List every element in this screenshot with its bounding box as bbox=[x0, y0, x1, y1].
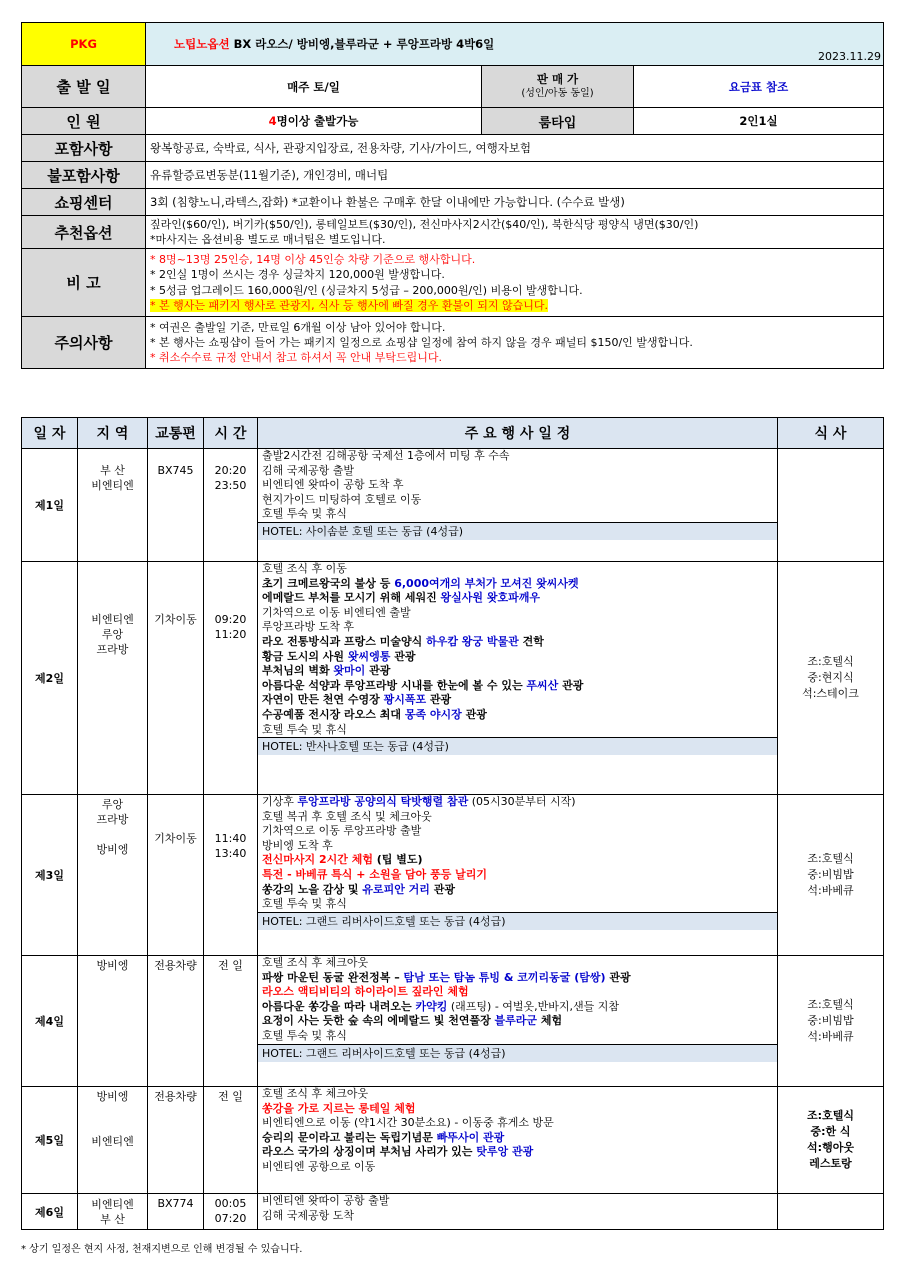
people-min-count: 4 bbox=[268, 114, 277, 128]
schedule-text: 승리의 문이라고 불리는 독립기념문 bbox=[262, 1130, 437, 1144]
schedule-text: 관광 bbox=[605, 970, 631, 984]
transport: 전용차량 bbox=[148, 956, 204, 1087]
price-label-text: 판 매 가 bbox=[536, 72, 579, 87]
package-info-table bbox=[21, 22, 884, 369]
schedule bbox=[258, 562, 778, 795]
schedule-line bbox=[258, 971, 777, 986]
schedule-text: 하우캄 왕궁 박물관 bbox=[426, 634, 519, 648]
schedule-text: 루앙프라방 공양의식 탁밧행렬 참관 bbox=[297, 795, 469, 808]
footnote: * 상기 일정은 현지 사정, 천재지변으로 인해 변경될 수 있습니다. bbox=[21, 1244, 303, 1255]
schedule-line bbox=[258, 679, 777, 694]
schedule-text: 에메랄드 부처를 모시기 위해 세워진 bbox=[262, 591, 441, 605]
schedule-text: 유로피안 거리 bbox=[362, 882, 430, 896]
col-day: 일 자 bbox=[22, 418, 78, 449]
schedule-line: 호텔 조식 후 체크아웃 bbox=[262, 956, 369, 969]
schedule-line: 비엔티엔으로 이동 (약1시간 30분소요) - 이동중 휴게소 방문 bbox=[262, 1116, 554, 1130]
schedule-text: 자연이 만든 천연 수영장 bbox=[262, 693, 384, 707]
include-value: 왕복항공료, 숙박료, 식사, 관광지입장료, 전용차량, 기사/가이드, 여행자보험 bbox=[146, 135, 884, 162]
schedule-line: 방비엥 도착 후 bbox=[262, 838, 333, 852]
option-line: 짚라인($60/인), 버기카($50/인), 롱테일보트($30/인), 전신마사지2시간($40/인), 북한식당 평양식 냉면($30/인) bbox=[150, 217, 699, 231]
schedule-line: 루앙프라방 도착 후 bbox=[262, 620, 355, 634]
itinerary-row-day4 bbox=[22, 956, 884, 1087]
schedule-line bbox=[258, 577, 777, 592]
option-note: *마사지는 옵션비용 별도로 매너팁은 별도입니다. bbox=[150, 233, 386, 246]
day-label: 제2일 bbox=[22, 562, 78, 795]
schedule-text: 라오스 국가의 상징이며 부처님 사리가 있는 bbox=[262, 1145, 477, 1159]
package-title bbox=[146, 23, 884, 66]
itinerary-header-row bbox=[22, 418, 884, 449]
schedule-text: 꽝시폭포 bbox=[383, 693, 427, 707]
schedule bbox=[258, 449, 778, 562]
document-date: 2023.11.29 bbox=[818, 50, 881, 63]
time: 00:05 07:20 bbox=[204, 1194, 258, 1230]
schedule-line bbox=[258, 635, 777, 650]
room-type-label: 룸타입 bbox=[482, 108, 634, 135]
day-label: 제4일 bbox=[22, 956, 78, 1087]
hotel-info: HOTEL: 사이솜분 호텔 또는 동급 (4성급) bbox=[258, 522, 777, 540]
schedule-line bbox=[258, 1000, 777, 1015]
region: 비엔티엔 루앙 프라방 bbox=[78, 562, 148, 795]
schedule-text: 관광 bbox=[390, 649, 416, 663]
transport: BX774 bbox=[148, 1194, 204, 1230]
people-value bbox=[146, 108, 482, 135]
people-text: 명이상 출발가능 bbox=[276, 114, 359, 128]
col-transport: 교통편 bbox=[148, 418, 204, 449]
schedule-line: 특전 - 바베큐 특식 + 소원을 담아 풍등 날리기 bbox=[262, 867, 488, 881]
remark-label: 비 고 bbox=[22, 249, 146, 317]
schedule-text: (래프팅) - 여벌옷,반바지,샌들 지참 bbox=[447, 999, 620, 1013]
remark-line: * 2인실 1명이 쓰시는 경우 싱글차지 120,000원 발생합니다. bbox=[150, 268, 445, 282]
schedule-line: 호텔 투숙 및 휴식 bbox=[262, 507, 347, 521]
schedule-text: 아름다운 석양과 루앙프라방 시내를 한눈에 볼 수 있는 bbox=[262, 678, 527, 692]
schedule-line: 출발2시간전 김해공항 국제선 1층에서 미팅 후 수속 bbox=[262, 449, 510, 462]
schedule bbox=[258, 1087, 778, 1194]
transport: 기차이동 bbox=[148, 795, 204, 956]
schedule-text: 체험 bbox=[537, 1014, 563, 1028]
schedule-line: 비엔티엔 왓따이 공항 도착 후 bbox=[262, 478, 404, 492]
schedule-text: 황금 도시의 사원 bbox=[262, 649, 348, 663]
col-schedule: 주 요 행 사 일 정 bbox=[258, 418, 778, 449]
schedule-text: 6,000여개의 부처가 모셔진 왓씨사켓 bbox=[394, 576, 579, 590]
col-time: 시 간 bbox=[204, 418, 258, 449]
people-label: 인 원 bbox=[22, 108, 146, 135]
schedule bbox=[258, 1194, 778, 1230]
schedule-text: 관광 bbox=[365, 664, 391, 678]
price-value: 요금표 참조 bbox=[634, 66, 884, 108]
schedule-text: 부처님의 벽화 bbox=[262, 664, 334, 678]
shopping-value: 3회 (침향노니,라텍스,잡화) *교환이나 환불은 구매후 한달 이내에만 가능합니다. (수수료 발생) bbox=[146, 189, 884, 216]
itinerary-row-day2 bbox=[22, 562, 884, 795]
schedule-line bbox=[258, 693, 777, 708]
exclude-label: 불포함사항 bbox=[22, 162, 146, 189]
time: 20:20 23:50 bbox=[204, 449, 258, 562]
schedule-text: 관광 bbox=[461, 707, 487, 721]
meal-info bbox=[778, 1194, 884, 1230]
schedule-text: 파쌍 마운틴 동굴 완전정복 – bbox=[262, 970, 404, 984]
schedule-line: 호텔 투숙 및 휴식 bbox=[262, 897, 347, 911]
schedule-line bbox=[258, 650, 777, 665]
col-region: 지 역 bbox=[78, 418, 148, 449]
schedule-line bbox=[258, 853, 777, 868]
meal-info: 조:호텔식 중:현지식 석:스테이크 bbox=[778, 562, 884, 795]
schedule-text: 빠뚜사이 관광 bbox=[436, 1130, 505, 1144]
itinerary-row-day3 bbox=[22, 795, 884, 956]
meal-info: 조:호텔식 중:비빔밥 석:바베큐 bbox=[778, 795, 884, 956]
schedule-line: 라오스 액티비티의 하이라이트 짚라인 체험 bbox=[262, 985, 469, 999]
schedule-text: 수공예품 전시장 라오스 최대 bbox=[262, 707, 405, 721]
schedule-text: 기상후 bbox=[262, 795, 298, 808]
time: 전 일 bbox=[204, 1087, 258, 1194]
title-highlight: 노팁노옵션 bbox=[174, 37, 230, 51]
schedule-line bbox=[258, 591, 777, 606]
departure-label: 출 발 일 bbox=[22, 66, 146, 108]
region: 방비엥 비엔티엔 bbox=[78, 1087, 148, 1194]
remark-line: * 5성급 업그레이드 160,000원/인 (싱글차지 5성급 – 200,000원/인) 비용이 발생합니다. bbox=[150, 283, 583, 297]
remark-line: * 8명~13명 25인승, 14명 이상 45인승 차량 기준으로 행사합니다. bbox=[150, 252, 476, 266]
schedule bbox=[258, 956, 778, 1087]
day-label: 제5일 bbox=[22, 1087, 78, 1194]
day-label: 제1일 bbox=[22, 449, 78, 562]
schedule-line: 쏭강을 가로 지르는 롱테일 체험 bbox=[262, 1101, 416, 1115]
schedule-text: 관광 bbox=[429, 882, 456, 896]
day-label: 제3일 bbox=[22, 795, 78, 956]
meal-info bbox=[778, 449, 884, 562]
caution-value bbox=[146, 317, 884, 369]
schedule-line bbox=[258, 1014, 777, 1029]
schedule-text: 관광 bbox=[558, 678, 584, 692]
region: 비엔티엔 부 산 bbox=[78, 1194, 148, 1230]
hotel-info: HOTEL: 그랜드 리버사이드호텔 또는 동급 (4성급) bbox=[258, 912, 777, 930]
schedule-text: 왓마이 bbox=[333, 664, 366, 678]
transport: 기차이동 bbox=[148, 562, 204, 795]
schedule-line bbox=[258, 1131, 777, 1146]
schedule-line: 호텔 조식 후 이동 bbox=[262, 562, 347, 575]
schedule-line: 김해 국제공항 출발 bbox=[262, 463, 355, 477]
schedule-line: 비엔티엔 왓따이 공항 출발 bbox=[262, 1194, 390, 1207]
price-sub-label: (성인/아동 동일) bbox=[521, 88, 594, 100]
region: 방비엥 bbox=[78, 956, 148, 1087]
caution-line: * 취소수수료 규정 안내서 참고 하셔서 꼭 안내 부탁드립니다. bbox=[150, 351, 442, 365]
schedule-text: 요정이 사는 듯한 숲 속의 에메랄드 빛 천연풀장 bbox=[262, 1014, 495, 1028]
departure-value: 매주 토/일 bbox=[146, 66, 482, 108]
option-label: 추천옵션 bbox=[22, 216, 146, 249]
region: 루앙 프라방 방비엥 bbox=[78, 795, 148, 956]
schedule-text: 탐남 또는 탐놈 튜빙 & 코끼리동굴 (탐쌍) bbox=[403, 970, 606, 984]
itinerary-row-day1 bbox=[22, 449, 884, 562]
remark-value bbox=[146, 249, 884, 317]
pkg-label: PKG bbox=[22, 23, 146, 66]
hotel-info: HOTEL: 그랜드 리버사이드호텔 또는 동급 (4성급) bbox=[258, 1044, 777, 1062]
price-label bbox=[482, 66, 634, 108]
caution-line: * 본 행사는 쇼핑샵이 들어 가는 패키지 일정으로 쇼핑샵 일정에 참여 하지 않을 경우 패널티 $150/인 발생합니다. bbox=[150, 335, 693, 349]
schedule-line: 호텔 조식 후 체크아웃 bbox=[262, 1087, 369, 1100]
schedule-text: 카약킹 bbox=[415, 999, 448, 1013]
schedule-text: 아름다운 쏭강을 따라 내려오는 bbox=[262, 999, 416, 1013]
schedule-text: 몽족 야시장 bbox=[404, 707, 462, 721]
day-label: 제6일 bbox=[22, 1194, 78, 1230]
time: 11:40 13:40 bbox=[204, 795, 258, 956]
schedule-text: (팁 별도) bbox=[372, 853, 423, 867]
schedule-line: 김해 국제공항 도착 bbox=[262, 1208, 355, 1222]
schedule-line: 기차역으로 이동 비엔티엔 출발 bbox=[262, 605, 411, 619]
itinerary-table bbox=[21, 417, 884, 1230]
col-meal: 식 사 bbox=[778, 418, 884, 449]
exclude-value: 유류할증료변동분(11월기준), 개인경비, 매너팁 bbox=[146, 162, 884, 189]
schedule-text: 쏭강의 노을 감상 및 bbox=[262, 882, 363, 896]
schedule-text: 왓씨엥통 bbox=[347, 649, 391, 663]
schedule-text: 왕실사원 왓호파깨우 bbox=[440, 591, 541, 605]
schedule-text: 푸씨산 bbox=[526, 678, 559, 692]
schedule-line: 비엔티엔 공항으로 이동 bbox=[262, 1159, 376, 1173]
schedule-line bbox=[258, 883, 777, 898]
schedule-line bbox=[258, 708, 777, 723]
meal-info: 조:호텔식 중:비빔밥 석:바베큐 bbox=[778, 956, 884, 1087]
time: 09:20 11:20 bbox=[204, 562, 258, 795]
schedule-text: 전신마사지 2시간 체험 bbox=[262, 853, 373, 867]
title-text: BX 라오스/ 방비엥,블루라군 + 루앙프라방 4박6일 bbox=[229, 37, 495, 51]
schedule bbox=[258, 795, 778, 956]
remark-warning: * 본 행사는 패키지 행사로 관광지, 식사 등 행사에 빠질 경우 환불이 되지 않습니다. bbox=[150, 298, 548, 312]
schedule-line: 기차역으로 이동 루앙프라방 출발 bbox=[262, 824, 422, 838]
transport: 전용차량 bbox=[148, 1087, 204, 1194]
region: 부 산 비엔티엔 bbox=[78, 449, 148, 562]
schedule-text: 관광 bbox=[426, 693, 452, 707]
schedule-text: 초기 크메르왕국의 불상 등 bbox=[262, 576, 395, 590]
include-label: 포함사항 bbox=[22, 135, 146, 162]
schedule-line bbox=[258, 1145, 777, 1160]
meal-info: 조:호텔식 중:한 식 석:행아웃 레스토랑 bbox=[778, 1087, 884, 1194]
itinerary-row-day5 bbox=[22, 1087, 884, 1194]
schedule-text: 탓루앙 관광 bbox=[476, 1145, 534, 1159]
schedule-line bbox=[258, 664, 777, 679]
caution-line: * 여권은 출발일 기준, 만료일 6개월 이상 남아 있어야 합니다. bbox=[150, 320, 446, 334]
schedule-text: 견학 bbox=[518, 634, 544, 648]
caution-label: 주의사항 bbox=[22, 317, 146, 369]
transport: BX745 bbox=[148, 449, 204, 562]
schedule-line: 호텔 복귀 후 호텔 조식 및 체크아웃 bbox=[262, 809, 432, 823]
schedule-line: 현지가이드 미팅하여 호텔로 이동 bbox=[262, 492, 422, 506]
shopping-label: 쇼핑센터 bbox=[22, 189, 146, 216]
hotel-info: HOTEL: 반사나호텔 또는 동급 (4성급) bbox=[258, 737, 777, 755]
schedule-text: 블루라군 bbox=[494, 1014, 538, 1028]
schedule-line: 호텔 투숙 및 휴식 bbox=[262, 1028, 347, 1042]
schedule-line: 호텔 투숙 및 휴식 bbox=[262, 722, 347, 736]
schedule-text: 라오 전통방식과 프랑스 미술양식 bbox=[262, 634, 427, 648]
schedule-text: (05시30분부터 시작) bbox=[468, 795, 576, 808]
option-value bbox=[146, 216, 884, 249]
itinerary-row-day6 bbox=[22, 1194, 884, 1230]
time: 전 일 bbox=[204, 956, 258, 1087]
room-type-value: 2인1실 bbox=[634, 108, 884, 135]
schedule-line bbox=[258, 795, 777, 810]
